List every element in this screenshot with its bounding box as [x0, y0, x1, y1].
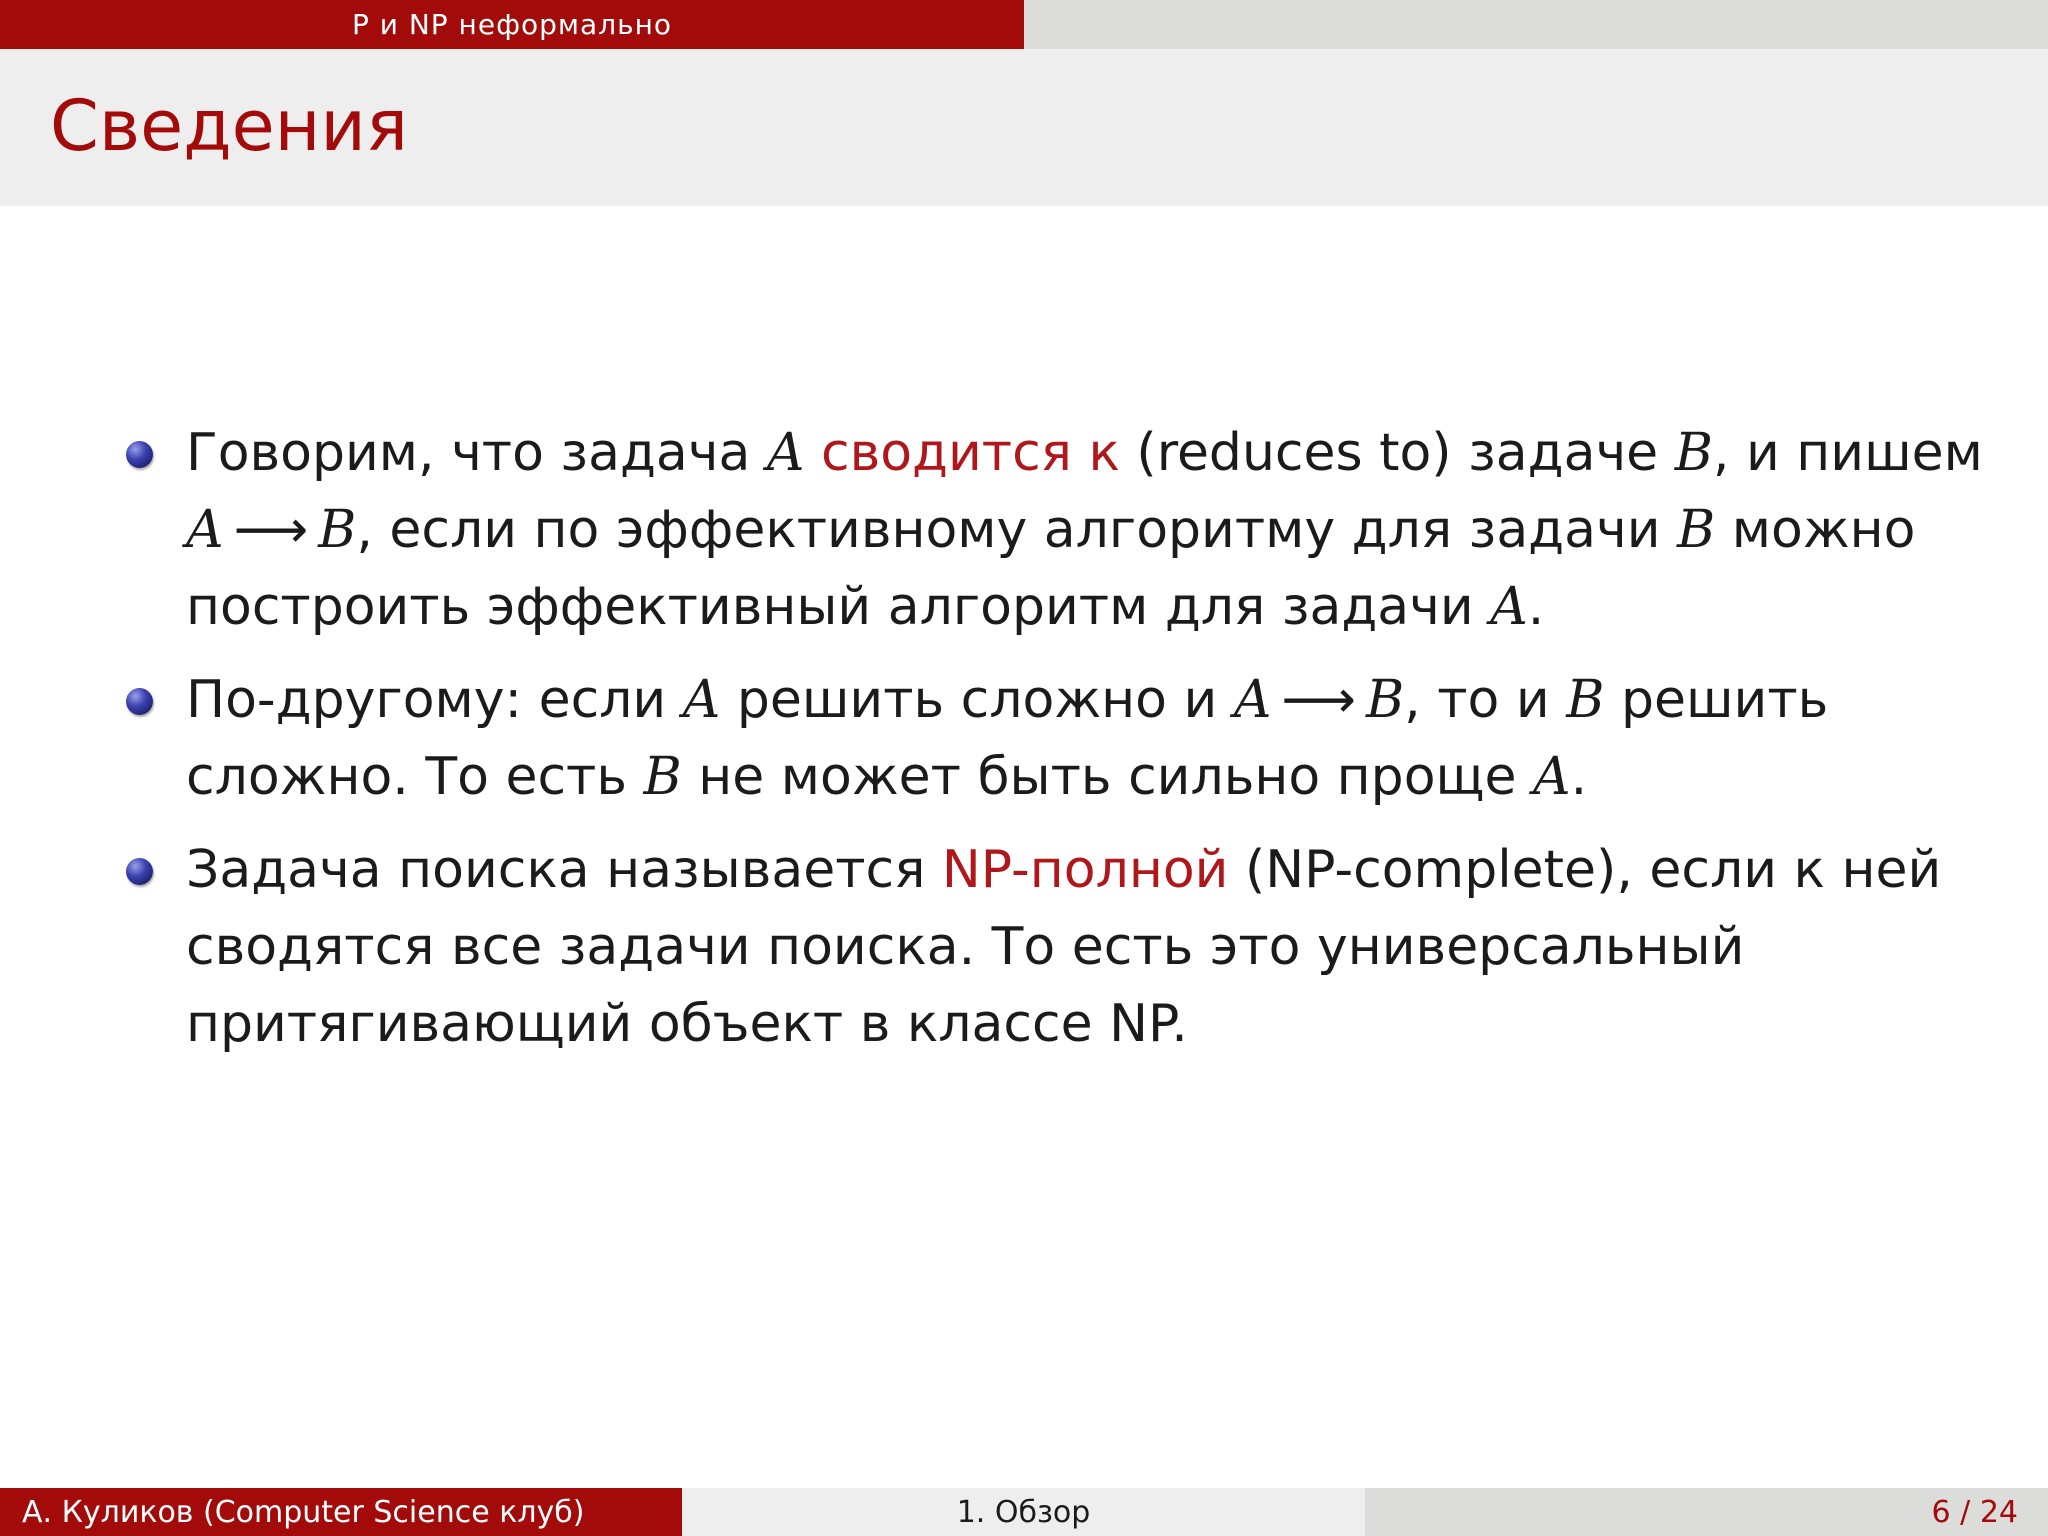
- list-item: [120, 832, 2000, 1063]
- text-run: решить: [1604, 670, 1829, 730]
- math-variable: A: [186, 500, 224, 560]
- list-item: [120, 415, 2000, 646]
- text-run: (NP-complete), если к ней: [1228, 840, 1942, 900]
- bullet-list: [120, 415, 2000, 1079]
- math-variable: A: [1233, 670, 1272, 730]
- bullet-icon: [126, 688, 153, 715]
- list-item-line: [186, 909, 2000, 986]
- text-run: (reduces to) задаче: [1119, 423, 1675, 483]
- math-variable: A: [682, 670, 721, 730]
- list-item-line: [186, 739, 2000, 816]
- text-run: сводятся все задачи поиска. То есть это универсальный: [186, 917, 1745, 977]
- header-bar: [0, 0, 2048, 49]
- footer-section[interactable]: 1. Обзор: [682, 1488, 1365, 1536]
- footer-author[interactable]: А. Куликов (Computer Science клуб): [0, 1488, 682, 1536]
- footer-page-number: 6 / 24: [1365, 1488, 2048, 1536]
- list-item-line: [186, 492, 2000, 569]
- list-item-line: [186, 832, 2000, 909]
- text-run: построить эффективный алгоритм для задачи: [186, 577, 1491, 637]
- math-variable: B: [1566, 670, 1605, 730]
- text-run: .: [1570, 747, 1588, 807]
- list-item-line: [186, 415, 2000, 492]
- list-item: [120, 662, 2000, 816]
- math-variable: B: [1365, 670, 1405, 730]
- arrow-icon: ⟶: [233, 500, 309, 560]
- text-run: .: [1527, 577, 1545, 637]
- math-variable: B: [1674, 423, 1713, 483]
- frame-title: Сведения: [50, 85, 409, 167]
- math-variable: B: [1677, 500, 1716, 560]
- highlighted-term: NP-полной: [941, 840, 1229, 900]
- text-run: притягивающий объект в классе NP.: [186, 994, 1188, 1054]
- header-filler: [1024, 0, 2048, 49]
- math-variable: A: [1533, 747, 1571, 807]
- text-run: , то и: [1404, 670, 1567, 730]
- text-run: сложно. То есть: [186, 747, 644, 807]
- highlighted-term: сводится к: [820, 423, 1120, 483]
- text-run: [804, 423, 821, 483]
- text-run: , если по эффективному алгоритму для задачи: [356, 500, 1678, 560]
- bullet-icon: [126, 441, 153, 468]
- text-run: решить сложно и: [720, 670, 1234, 730]
- text-run: , и пишем: [1712, 423, 1983, 483]
- list-item-line: [186, 986, 2000, 1063]
- frame-title-bar: [0, 49, 2048, 206]
- math-variable: A: [766, 423, 805, 483]
- text-run: Говорим, что задача: [186, 423, 767, 483]
- arrow-icon: ⟶: [1281, 670, 1356, 730]
- list-item-line: [186, 569, 2000, 646]
- text-run: Задача поиска называется: [186, 840, 942, 900]
- text-run: По-другому: если: [186, 670, 683, 730]
- bullet-icon: [126, 858, 153, 885]
- text-run: можно: [1715, 500, 1916, 560]
- list-item-line: [186, 662, 2000, 739]
- text-run: не может быть сильно проще: [681, 747, 1534, 807]
- math-variable: A: [1490, 577, 1528, 637]
- footer-bar: [0, 1488, 2048, 1536]
- math-variable: B: [643, 747, 682, 807]
- header-section-title[interactable]: P и NP неформально: [0, 0, 1024, 49]
- math-variable: B: [318, 500, 357, 560]
